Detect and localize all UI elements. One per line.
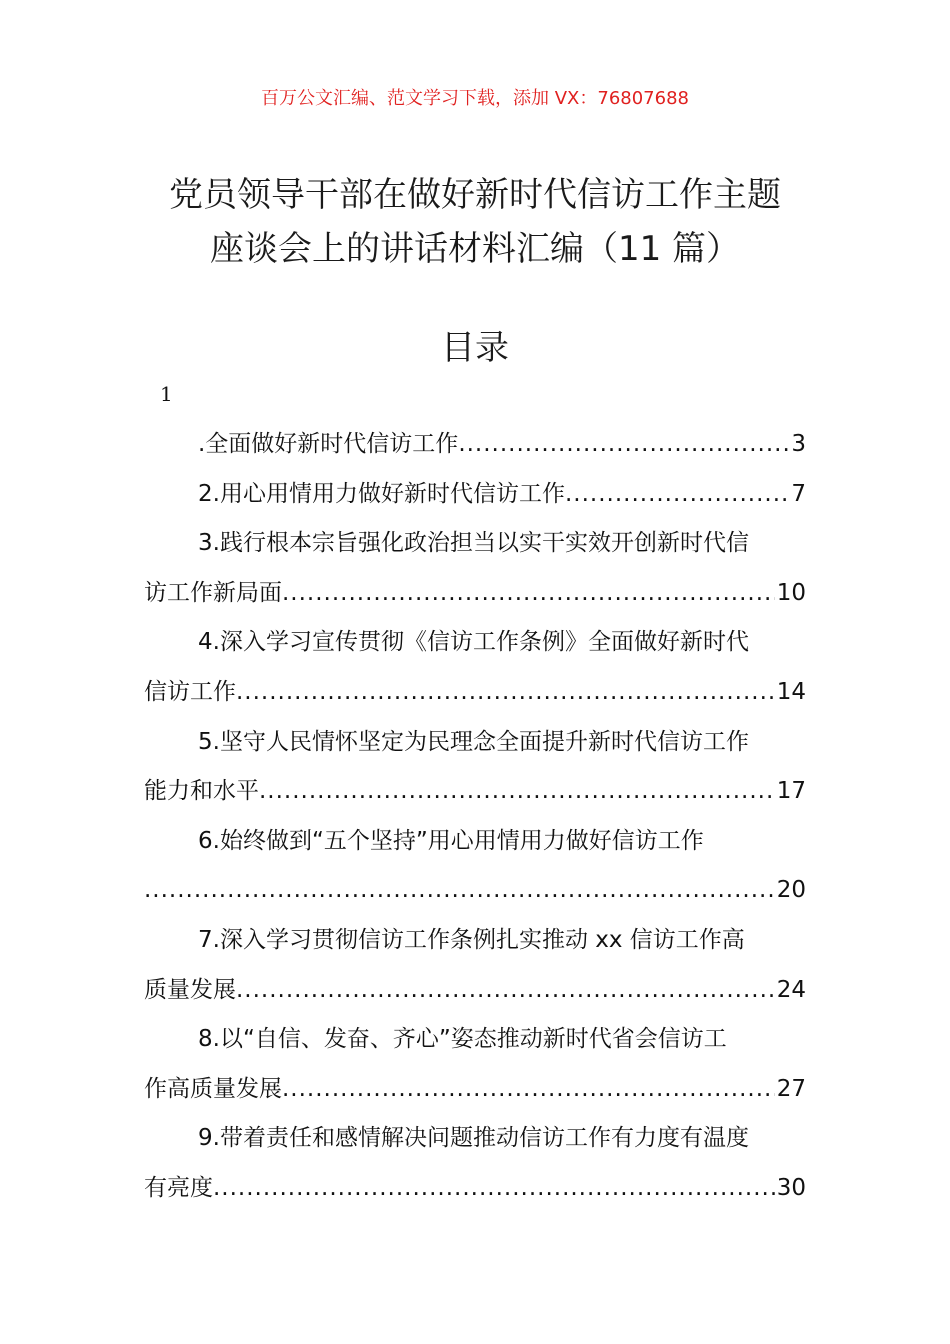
toc-entry-6[interactable] xyxy=(144,817,806,916)
toc-entry-title: 8.以“自信、发奋、齐心”姿态推动新时代省会信访工 xyxy=(198,1026,727,1053)
header-note: 百万公文汇编、范文学习下载，添加 VX：76807688 xyxy=(261,88,689,109)
toc-entry-5[interactable] xyxy=(144,718,806,817)
toc-entry-8[interactable] xyxy=(144,1015,806,1114)
toc-leader-dots xyxy=(144,866,775,916)
toc-entry-title: 2.用心用情用力做好新时代信访工作 xyxy=(198,480,565,507)
toc-entry-page: 14 xyxy=(776,678,806,705)
toc-entry-continuation xyxy=(144,866,806,916)
table-of-contents xyxy=(144,420,806,1214)
toc-leader-dots xyxy=(565,470,789,520)
toc-leader-dots xyxy=(213,1164,775,1214)
toc-entry-page: 7 xyxy=(791,480,806,507)
document-title xyxy=(0,168,950,276)
toc-leader-dots xyxy=(259,767,775,817)
toc-entry-title: 3.践行根本宗旨强化政治担当以实干实效开创新时代信 xyxy=(198,530,749,557)
toc-entry-title-cont: 信访工作 xyxy=(144,678,236,705)
page-marker: 1 xyxy=(160,382,173,406)
toc-entry-title-cont: 访工作新局面 xyxy=(144,579,282,606)
toc-entry-4[interactable] xyxy=(144,618,806,717)
toc-entry-9[interactable] xyxy=(144,1114,806,1213)
toc-entry-title: 5.坚守人民情怀坚定为民理念全面提升新时代信访工作 xyxy=(198,728,749,755)
toc-heading: 目录 xyxy=(441,328,509,368)
toc-leader-dots xyxy=(458,420,789,470)
toc-leader-dots xyxy=(236,668,775,718)
toc-entry-page: 27 xyxy=(776,1075,806,1102)
toc-entry-title: 9.带着责任和感情解决问题推动信访工作有力度有温度 xyxy=(198,1125,749,1152)
toc-entry-title-cont: 作高质量发展 xyxy=(144,1075,282,1102)
toc-entry-continuation xyxy=(144,966,806,1016)
toc-entry-title: .全面做好新时代信访工作 xyxy=(198,431,459,457)
toc-entry-continuation xyxy=(144,569,806,619)
toc-entry-title-cont: 能力和水平 xyxy=(144,778,259,805)
toc-entry-page: 10 xyxy=(776,579,806,606)
toc-leader-dots xyxy=(282,1065,775,1115)
toc-entry-title: 6.始终做到“五个坚持”用心用情用力做好信访工作 xyxy=(198,827,704,854)
title-line-1: 党员领导干部在做好新时代信访工作主题 xyxy=(169,175,781,215)
toc-entry-3[interactable] xyxy=(144,519,806,618)
toc-entry-7[interactable] xyxy=(144,916,806,1015)
toc-entry-continuation xyxy=(144,1164,806,1214)
toc-entry-page: 24 xyxy=(776,976,806,1003)
toc-entry-1[interactable] xyxy=(144,420,806,470)
toc-entry-page: 3 xyxy=(791,431,806,457)
toc-entry-continuation xyxy=(144,1065,806,1115)
toc-entry-title-cont: 质量发展 xyxy=(144,976,236,1003)
toc-entry-title: 7.深入学习贯彻信访工作条例扎实推动 xx 信访工作高 xyxy=(198,926,745,953)
title-line-2: 座谈会上的讲话材料汇编（11 篇） xyxy=(209,229,741,269)
toc-entry-title-cont: 有亮度 xyxy=(144,1174,213,1201)
toc-entry-title: 4.深入学习宣传贯彻《信访工作条例》全面做好新时代 xyxy=(198,629,749,656)
toc-entry-continuation xyxy=(144,668,806,718)
toc-leader-dots xyxy=(282,569,775,619)
toc-entry-page: 17 xyxy=(776,778,806,805)
toc-entry-continuation xyxy=(144,767,806,817)
toc-entry-2[interactable] xyxy=(144,470,806,520)
toc-entry-page: 20 xyxy=(776,877,806,904)
toc-entry-page: 30 xyxy=(776,1174,806,1201)
toc-leader-dots xyxy=(236,966,775,1016)
